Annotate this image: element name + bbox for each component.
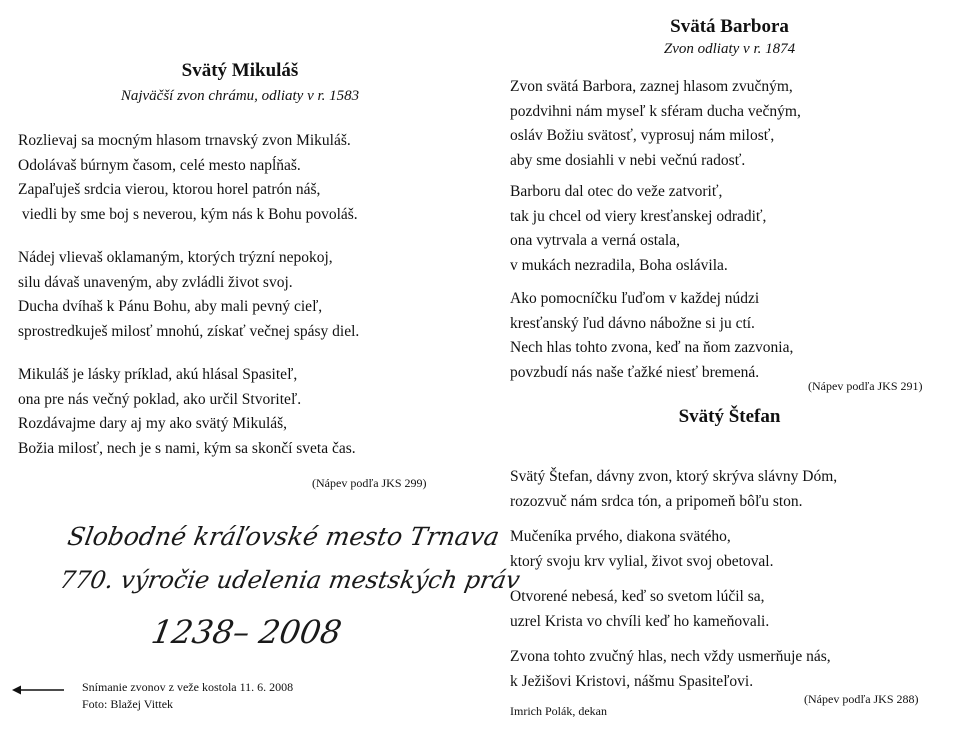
verse-line: Rozdávajme dary aj my ako svätý Mikuláš, [18, 415, 288, 432]
verse-line: Odolávaš búrnym časom, celé mesto napĺňaš. [18, 156, 301, 174]
caption-line: Snímanie zvonov z veže kostola 11. 6. 2008 [82, 680, 294, 694]
stefan-stanza-2 [510, 525, 773, 574]
verse-line: Zvon svätá Barbora, zaznej hlasom zvučným, [510, 78, 793, 95]
mikulas-stanza-3 [18, 363, 356, 461]
barbora-melody-note: (Nápev podľa JKS 291) [808, 379, 923, 393]
verse-line: Barboru dal otec do veže zatvoriť, [510, 183, 723, 200]
verse-line: pozdvihni nám myseľ k sféram ducha večným, [510, 102, 801, 120]
verse-line: uzrel Krista vo chvíli keď ho kameňovali. [510, 612, 770, 630]
verse-line: Ducha dvíhaš k Pánu Bohu, aby mali pevný cieľ, [18, 298, 323, 315]
arrow-left-icon [12, 684, 64, 696]
verse-line: k Ježišovi Kristovi, nášmu Spasiteľovi. [510, 672, 754, 690]
mikulas-title: Svätý Mikuláš [181, 60, 299, 81]
verse-line: rozozvuč nám srdca tón, a pripomeň bôľu ston. [510, 492, 803, 510]
verse-line: Zapaľuješ srdcia vierou, ktorou horel patrón náš, [18, 181, 321, 198]
verse-line: tak ju chcel od viery kresťanskej odradiť, [510, 207, 767, 225]
verse-line: Ako pomocníčku ľuďom v každej núdzi [510, 290, 760, 307]
verse-line: osláv Božiu svätosť, vyprosuj nám milosť, [510, 127, 775, 144]
verse-line: Zvona tohto zvučný hlas, nech vždy usmerňuje nás, [510, 648, 831, 665]
mikulas-stanza-1 [18, 129, 358, 227]
verse-line: sprostredkuješ milosť mnohú, získať večnej spásy diel. [18, 322, 360, 340]
mikulas-subtitle: Najväčší zvon chrámu, odliaty v r. 1583 [120, 88, 360, 104]
photo-caption [82, 679, 293, 713]
signature: Imrich Polák, dekan [510, 704, 607, 718]
commemoration-line-1: Slobodné kráľovské mesto Trnava [65, 522, 502, 551]
barbora-stanza-3 [510, 287, 793, 385]
verse-line: ona pre nás večný poklad, ako určil Stvoriteľ. [18, 390, 302, 408]
stefan-title: Svätý Štefan [678, 406, 781, 427]
verse-line: silu dávaš unaveným, aby zvládli život svoj. [18, 273, 293, 291]
commemoration-years: 1238– 2008 [148, 613, 345, 651]
verse-line: ona vytrvala a verná ostala, [510, 232, 680, 249]
mikulas-stanza-2 [18, 246, 359, 344]
caption-credit: Foto: Blažej Vittek [82, 697, 174, 711]
verse-line: v mukách nezradila, Boha oslávila. [510, 256, 728, 274]
verse-line: Mučeníka prvého, diakona svätého, [510, 528, 731, 545]
verse-line: Božia milosť, nech je s nami, kým sa skončí sveta čas. [18, 439, 356, 457]
stefan-melody-note: (Nápev podľa JKS 288) [804, 692, 919, 706]
barbora-title: Svätá Barbora [670, 16, 789, 37]
verse-line: Rozlievaj sa mocným hlasom trnavský zvon Mikuláš. [18, 132, 351, 149]
verse-line: Nádej vlievaš oklamaným, ktorých trýzní nepokoj, [18, 249, 333, 266]
verse-line: aby sme dosiahli v nebi večnú radosť. [510, 151, 746, 169]
verse-line: povzbudí nás naše ťažké niesť bremená. [510, 363, 760, 381]
barbora-stanza-2 [510, 180, 766, 278]
verse-line: ktorý svoju krv vylial, život svoj obetoval. [510, 552, 774, 570]
verse-line: viedli by sme boj s neverou, kým nás k Bohu povoláš. [18, 205, 358, 223]
stefan-stanza-3 [510, 585, 769, 634]
verse-line: Nech hlas tohto zvona, keď na ňom zazvonia, [510, 339, 794, 356]
mikulas-melody-note: (Nápev podľa JKS 299) [312, 476, 427, 490]
barbora-subtitle: Zvon odliaty v r. 1874 [663, 41, 796, 57]
verse-line: kresťanský ľud dávno nábožne si ju ctí. [510, 314, 755, 332]
verse-line: Otvorené nebesá, keď so svetom lúčil sa, [510, 588, 765, 605]
stefan-stanza-1 [510, 465, 837, 514]
commemoration-line-2: 770. výročie udelenia mestských práv [57, 566, 523, 594]
stefan-stanza-4 [510, 645, 831, 694]
verse-line: Mikuláš je lásky príklad, akú hlásal Spasiteľ, [18, 366, 298, 383]
barbora-stanza-1 [510, 75, 801, 173]
verse-line: Svätý Štefan, dávny zvon, ktorý skrýva slávny Dóm, [510, 468, 838, 485]
